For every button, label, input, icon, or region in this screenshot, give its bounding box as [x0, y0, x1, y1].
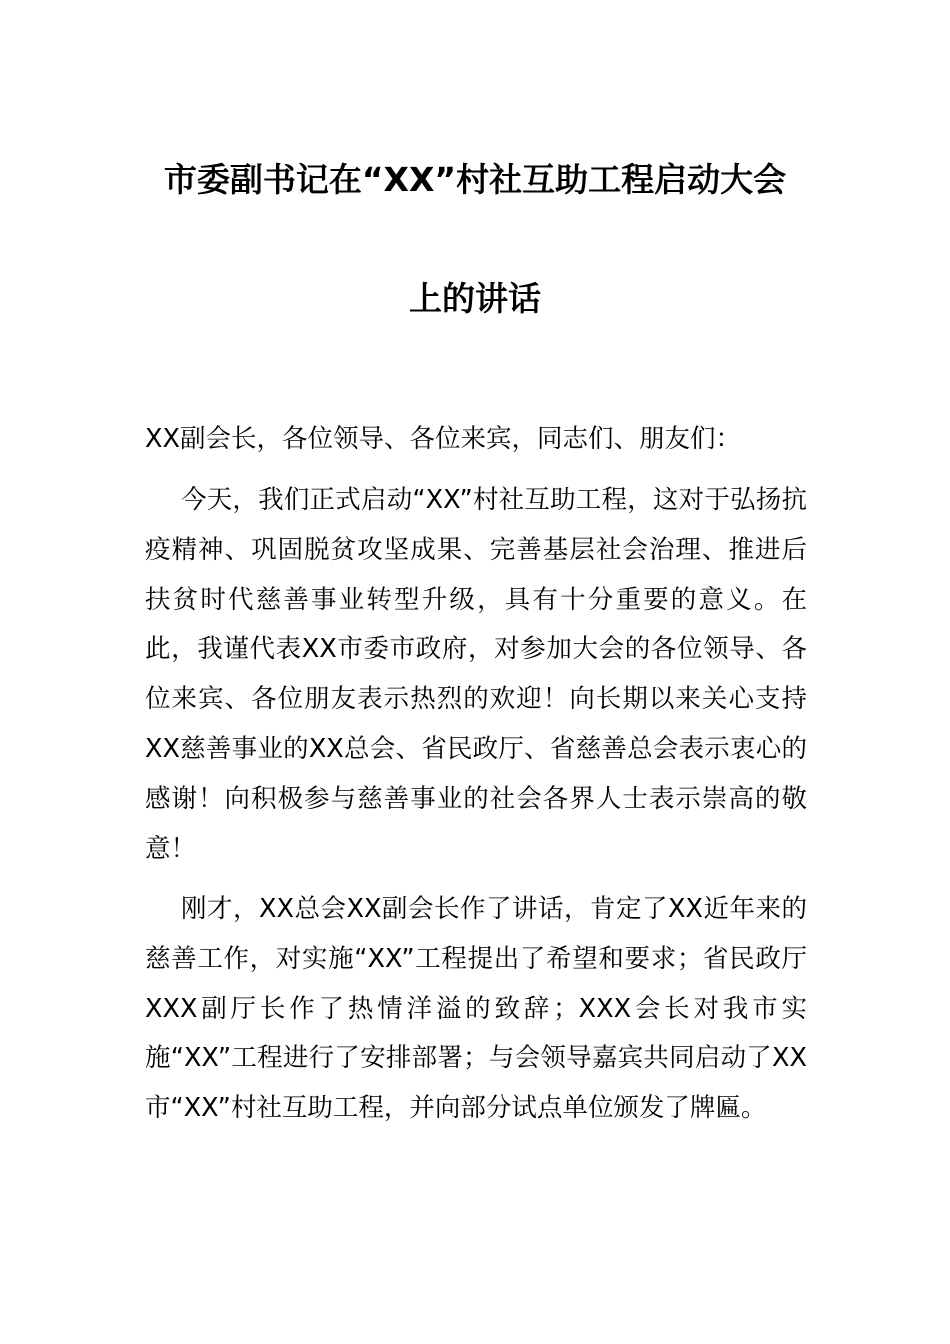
- document-title-line-2: 上的讲话: [409, 279, 541, 318]
- salutation: XX副会长，各位领导、各位来宾，同志们、朋友们：: [145, 424, 741, 454]
- paragraph-1: 今天，我们正式启动“XX”村社互助工程，这对于弘扬抗疫精神、巩固脱贫攻坚成果、完善基层社会治理、推进后扶贫时代慈善事业转型升级，具有十分重要的意义。在此，我谨代表XX市委市政府，对参加大会的各位领导、各位来宾、各位朋友表示热烈的欢迎！向长期以来关心支持XX慈善事业的XX总会、省民政厅、省慈善总会表示衷心的感谢！向积极参与慈善事业的社会各界人士表示崇高的敬意！: [145, 485, 807, 864]
- paragraph-2: 刚才，XX总会XX副会长作了讲话，肯定了XX近年来的慈善工作，对实施“XX”工程提出了希望和要求；省民政厅XXX副厅长作了热情洋溢的致辞；XXX会长对我市实施“XX”工程进行了安排部署；与会领导嘉宾共同启动了XX市“XX”村社互助工程，并向部分试点单位颁发了牌匾。: [145, 894, 807, 1124]
- document-title-line-1: 市委副书记在“XX”村社互助工程启动大会: [163, 160, 787, 199]
